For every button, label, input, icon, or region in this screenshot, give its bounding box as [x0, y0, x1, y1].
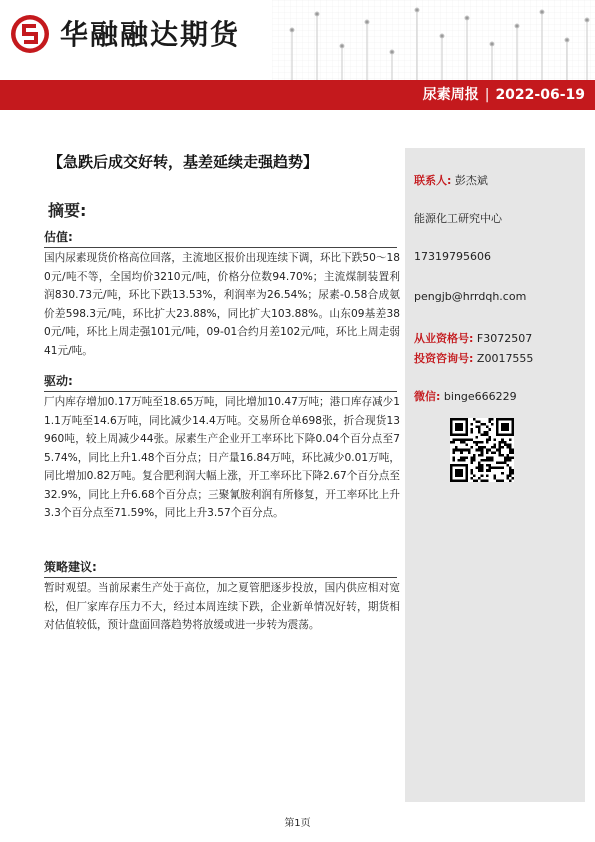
department: 能源化工研究中心: [414, 212, 502, 225]
advisor-row: [414, 350, 533, 366]
license-label: 从业资格号:: [414, 332, 474, 345]
contact-label: 联系人:: [414, 174, 452, 187]
report-banner: [0, 80, 595, 110]
report-separator: |: [484, 87, 490, 103]
license-row: [414, 330, 532, 346]
abstract-heading: 摘要:: [48, 201, 87, 220]
wechat-id: binge666229: [443, 390, 517, 403]
email-link[interactable]: pengjb@hrrdqh.com: [414, 290, 527, 303]
wechat-label: 微信:: [414, 390, 441, 403]
report-title: 【急跌后成交好转，基差延续走强趋势】: [48, 153, 319, 171]
wechat-qr-code-icon[interactable]: [450, 418, 514, 482]
strategy-paragraph: 暂时观望。当前尿素生产处于高位，加之夏管肥逐步投放，国内供应相对宽松，但厂家库存压力不大，经过本周连续下跌，企业新单情况好转，期货相对估值较低，预计盘面回落趋势将放缓或进一步转为震荡。: [44, 582, 400, 631]
license-number: F3072507: [476, 332, 533, 345]
header-decoration: [272, 0, 595, 80]
report-tag: [423, 80, 585, 110]
driver-paragraph: 厂内库存增加0.17万吨至18.65万吨，同比增加10.47万吨；港口库存减少11.1万吨至14.6万吨，同比减少14.4万吨。交易所仓单698张，折合现货13960吨，较上周减少44张。尿素生产企业开工率环比下降0.04个百分点至75.74%，同比上升1.48个百分点；日产量16.84万吨，环比减少0.01万吨，同比增加0.82万吨。复合肥利润大幅上涨，开工率环比下降2.67个百分点至32.9%，同比上升6.68个百分点；三聚氰胺利润有所修复，开工率环比上升3.3个百分点至71.59%，同比上升3.57个百分点。: [44, 396, 400, 519]
huarong-logo-icon: [10, 14, 50, 54]
valuation-paragraph: 国内尿素现货价格高位回落，主流地区报价出现连续下调，环比下跌50～180元/吨不等，全国均价3210元/吨，价格分位数94.70%；主流煤制装置利润830.73元/吨，环比下跌13.53%，利润率为26.54%；尿素-0.58合成氨价差598.3元/吨，环比扩大23.88%，同比扩大103.88%。山东09基差380元/吨，环比上周走强101元/吨，09-01合约月差102元/吨，环比上周走弱41元/吨。: [44, 252, 400, 357]
report-date: 2022-06-19: [495, 87, 585, 103]
page-header: [0, 0, 595, 80]
contact-name: 彭杰斌: [454, 174, 488, 187]
page-number: 第1页: [284, 818, 311, 829]
contact-sidebar: [405, 148, 585, 802]
phone-number: 17319795606: [414, 250, 491, 263]
driver-heading: 驱动:: [44, 372, 397, 392]
report-type: 尿素周报: [422, 87, 479, 103]
valuation-heading: 估值:: [44, 228, 397, 248]
advisor-label: 投资咨询号:: [414, 352, 474, 365]
contact-row: [414, 172, 488, 188]
advisor-number: Z0017555: [476, 352, 534, 365]
strategy-heading: 策略建议:: [44, 558, 397, 578]
wechat-row: [414, 388, 517, 404]
brand-name: 华融融达期货: [60, 18, 241, 51]
